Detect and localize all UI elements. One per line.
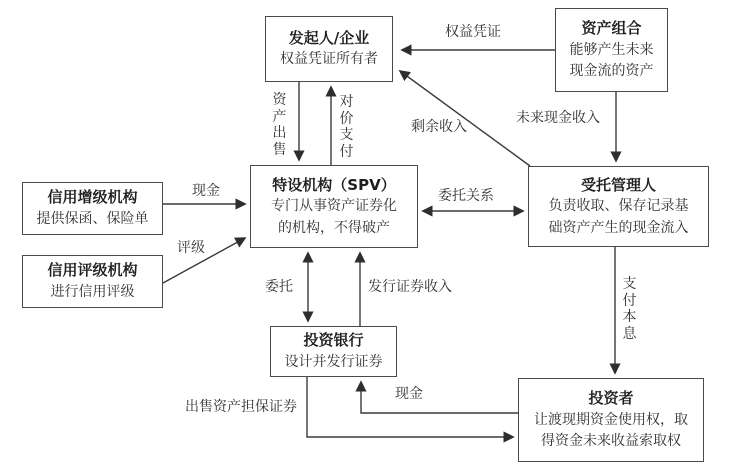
node-investment-bank [270,326,397,377]
node-portfolio-subtitle-2: 现金流的资产 [569,63,654,80]
edge-label-equity-certificate: 权益凭证 [445,24,501,40]
node-ibank-subtitle: 设计并发行证券 [284,353,383,370]
node-rater-title: 信用评级机构 [47,261,138,280]
edge-label-pay-principal-interest: 支付本息 [622,276,637,342]
edge-label-entrust: 委托 [265,279,293,295]
edge-label-entrust-relation: 委托关系 [438,188,494,204]
node-trustee-subtitle-2: 础资产产生的现金流入 [548,219,689,236]
node-sponsor-enterprise [265,16,393,82]
node-enhancer-title: 信用增级机构 [47,188,138,207]
node-spv-title: 特设机构（SPV） [272,175,396,194]
node-credit-rater [22,255,163,308]
edge-label-issuance-income: 发行证券收入 [368,279,452,295]
node-investor-subtitle-2: 得资金未来收益索取权 [541,433,681,450]
edge-label-asset-sale: 资产出售 [272,92,287,158]
node-investor-subtitle-1: 让渡现期资金使用权，取 [534,411,688,428]
node-investor-title: 投资者 [588,389,634,408]
node-spv-subtitle-2: 的机构，不得破产 [278,219,390,236]
node-ibank-title: 投资银行 [303,331,364,350]
node-enhancer-subtitle: 提供保函、保险单 [36,210,149,227]
node-sponsor-subtitle: 权益凭证所有者 [280,51,378,68]
node-investor [518,378,704,462]
node-trustee-title: 受托管理人 [580,175,656,194]
edge-label-consideration-payment: 对价支付 [339,94,354,160]
edge-label-cash-enhancer: 现金 [192,183,220,199]
edge-label-cash-investor: 现金 [395,386,423,402]
node-spv-subtitle-1: 专门从事资产证券化 [271,198,397,215]
node-rater-subtitle: 进行信用评级 [50,283,135,300]
node-credit-enhancer [22,182,163,235]
node-trustee-subtitle-1: 负责收取、保存记录基 [548,198,689,215]
node-sponsor-title: 发起人/企业 [288,28,370,47]
edge-label-future-cash-income: 未来现金收入 [516,110,600,126]
edge-label-residual-income: 剩余收入 [411,119,467,135]
node-asset-portfolio [555,8,668,92]
edge-cash-investor-arrow [361,382,518,413]
edge-label-sell-abs: 出售资产担保证券 [185,399,297,415]
node-portfolio-subtitle-1: 能够产生未来 [569,41,654,58]
edge-label-rating: 评级 [177,240,205,256]
node-spv [250,165,418,248]
node-portfolio-title: 资产组合 [581,19,642,38]
node-trustee [528,166,709,247]
